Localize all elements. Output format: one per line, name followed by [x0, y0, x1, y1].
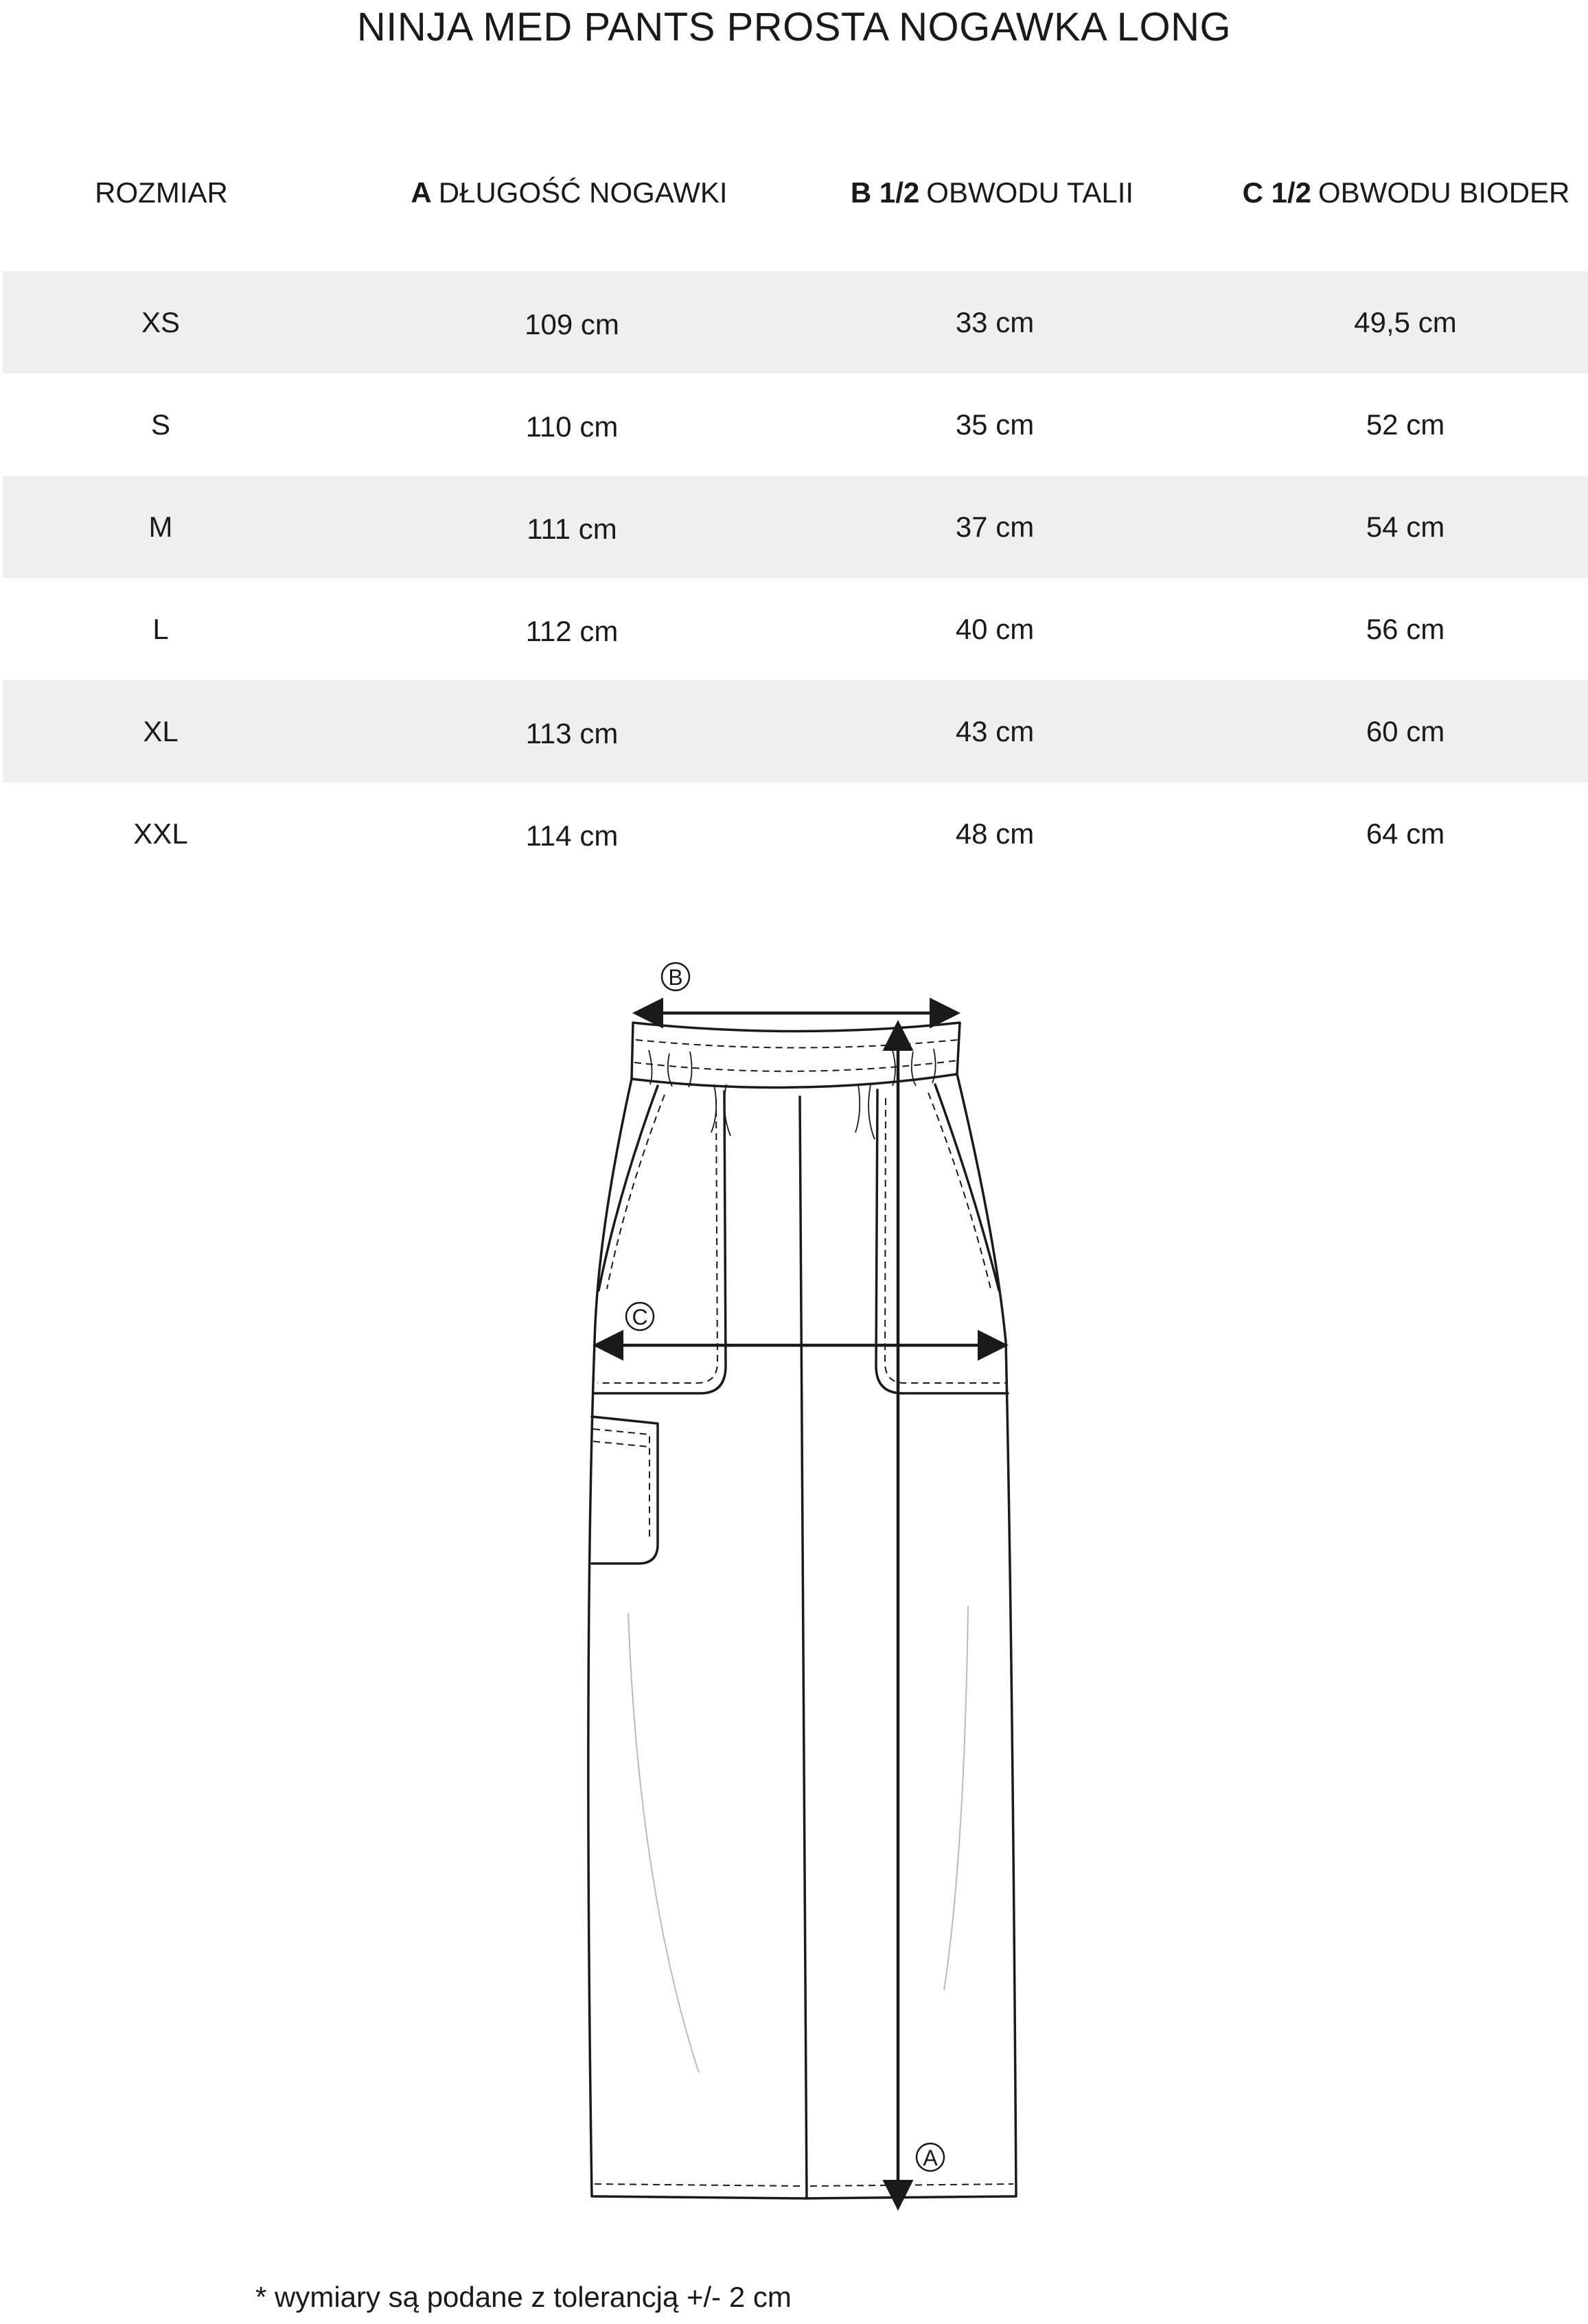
label-c-marker	[626, 1303, 654, 1330]
half-waist-cell: 33 cm	[955, 305, 1035, 338]
waistband-stitch-top	[636, 1040, 958, 1048]
right-leg-outline	[805, 1074, 1016, 2198]
page-title: NINJA MED PANTS PROSTA NOGAWKA LONG	[356, 5, 1232, 49]
right-leg-crease	[944, 1606, 968, 1990]
leg-length-cell: 112 cm	[525, 614, 619, 647]
half-hip-cell: 52 cm	[1366, 408, 1445, 441]
cargo-pocket	[592, 1417, 658, 1564]
header-half-hip: C 1/2 OBWODU BIODER	[1242, 176, 1570, 209]
half-hip-cell: 49,5 cm	[1354, 305, 1457, 338]
size-cell: XL	[143, 714, 179, 747]
header-half-waist: B 1/2 OBWODU TALII	[850, 176, 1134, 209]
header-size: ROZMIAR	[95, 176, 228, 209]
label-b: B	[668, 965, 683, 990]
waistband-shape	[632, 1023, 960, 1087]
leg-length-cell: 109 cm	[525, 307, 619, 340]
label-a: A	[923, 2146, 938, 2170]
waistband-stitch-bottom	[634, 1060, 958, 1071]
half-hip-cell: 56 cm	[1366, 612, 1445, 645]
leg-length-cell: 114 cm	[525, 819, 619, 852]
size-cell: S	[150, 408, 170, 441]
half-waist-cell: 40 cm	[955, 612, 1035, 645]
size-cell: XS	[141, 305, 181, 338]
label-a-marker	[917, 2143, 944, 2171]
left-pocket-stitch	[607, 1095, 665, 1289]
left-leg-crease	[628, 1613, 699, 2073]
header-leg-length: A DŁUGOŚĆ NOGAWKI	[411, 176, 728, 209]
half-waist-cell: 48 cm	[955, 817, 1035, 850]
left-hem-stitch	[595, 2184, 802, 2186]
fabric-shading	[628, 1606, 968, 2073]
leg-length-cell: 110 cm	[525, 410, 619, 443]
half-waist-cell: 37 cm	[955, 510, 1035, 543]
label-b-marker	[662, 963, 689, 990]
pants-outline	[588, 1023, 1016, 2198]
half-hip-cell: 54 cm	[1366, 510, 1445, 543]
left-pocket-bag	[595, 1091, 726, 1393]
half-hip-cell: 64 cm	[1366, 817, 1445, 850]
leg-length-cell: 111 cm	[527, 512, 617, 545]
cargo-pocket-flap-stitch	[593, 1441, 649, 1447]
drawstring-gathers	[649, 1049, 936, 1139]
label-c: C	[632, 1305, 648, 1329]
half-hip-cell: 60 cm	[1366, 714, 1445, 747]
half-waist-cell: 35 cm	[955, 408, 1035, 441]
left-pocket-bag-stitch	[597, 1098, 717, 1383]
right-pocket-stitch	[928, 1093, 991, 1289]
size-cell: M	[148, 510, 173, 543]
right-hem-stitch	[810, 2184, 1013, 2186]
leg-length-cell: 113 cm	[525, 717, 619, 750]
right-pocket-bag	[876, 1090, 1008, 1393]
half-waist-cell: 43 cm	[955, 714, 1035, 747]
left-leg-outline	[588, 1079, 807, 2198]
size-cell: L	[152, 612, 169, 645]
left-pocket-opening	[599, 1086, 658, 1290]
size-cell: XXL	[133, 817, 188, 850]
tolerance-note: * wymiary są podane z tolerancją +/- 2 cm	[255, 2281, 792, 2313]
